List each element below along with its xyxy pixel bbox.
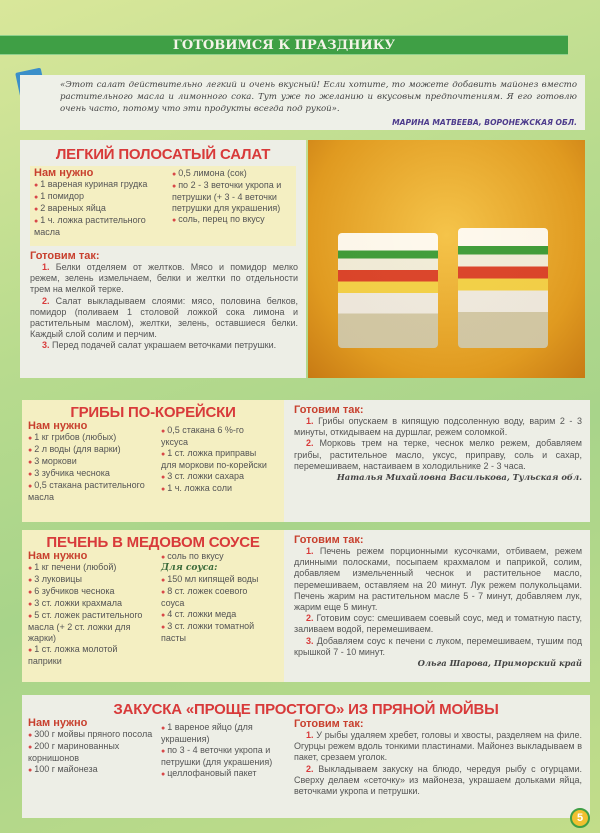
ingredient-item: ● 4 ст. ложки меда [161, 609, 271, 621]
ingredient-item: ● 3 ст. ложки крахмала [28, 598, 153, 610]
ingredient-item: ● 100 г майонеза [28, 764, 153, 776]
ingredient-item: ● по 2 - 3 веточки укропа и петрушки (+ 3 - 4 веточки петрушки для украшения) [172, 180, 292, 214]
ingredient-item: ● 3 ст. ложки томатной пасты [161, 621, 271, 644]
ingredient-item: ● соль, перец по вкусу [172, 214, 292, 226]
ingredient-item: ● целлофановый пакет [161, 768, 276, 780]
ingredient-item: ● 0,5 стакана растительного масла [28, 480, 153, 503]
step-number: 3. [42, 340, 53, 351]
step-number: 2. [306, 613, 317, 624]
step [294, 546, 582, 613]
ingredient-item: ● 5 ст. ложек растительного масла (+ 2 ст. ложки для жарки) [28, 610, 153, 644]
step-text: У рыбы удаляем хребет, головы и хвосты, разделяем на филе. Огурцы режем вдоль тонкими пластинами. Майонез выкладываем в пакет, срезаем уголок. [294, 730, 582, 763]
step [294, 416, 582, 438]
step-number: 3. [306, 635, 317, 646]
ingredient-item: ● по 3 - 4 веточки укропа и петрушки (для украшения) [161, 745, 276, 768]
ingredients [30, 166, 296, 246]
ingredients-heading: Нам нужно [28, 717, 88, 729]
recipe-author: Наталья Михайловна Василькова, Тульская обл. [336, 472, 582, 483]
step [294, 764, 582, 798]
step-text: Добавляем соус к печени с луком, перемешиваем, тушим под крышкой 7 - 10 минут. [294, 635, 582, 657]
step-number: 2. [306, 763, 319, 774]
step-text: Перед подачей салат украшаем веточками петрушки. [52, 340, 277, 351]
sauce-subheading: Для соуса: [161, 563, 218, 573]
page-number: 5 [570, 808, 590, 828]
recipe-korean-mushrooms [22, 400, 590, 522]
steps-heading: Готовим так: [294, 404, 364, 416]
ingredient-item: ● 1 ст. ложка молотой паприки [28, 644, 153, 667]
step-text: Морковь трем на терке, чеснок мелко режем, добавляем грибы, растительное масло, уксус, приправу, соль и сахар, перемешиваем, настаиваем в холодильнике 2 - 3 часа. [294, 438, 582, 471]
step-number: 1. [306, 416, 319, 426]
ingredient-item: ● 1 кг грибов (любых) [28, 432, 153, 444]
ingredient-item: ● 1 ст. ложка приправы для моркови по-корейски [161, 448, 271, 471]
step [30, 296, 298, 341]
ingredient-item: ● 3 ст. ложки сахара [161, 471, 271, 483]
step-text: Белки отделяем от желтков. Мясо и помидор мелко режем, зелень измельчаем, белки и желтки по отдельности трем на мелкой терке. [30, 262, 298, 295]
recipe-title: ЗАКУСКА «ПРОЩЕ ПРОСТОГО» ИЗ ПРЯНОЙ МОЙВЫ [113, 701, 499, 718]
step [30, 340, 298, 351]
ingredient-item: ● 1 помидор [34, 191, 164, 203]
ingredient-item: ● 300 г мойвы пряного посола [28, 729, 153, 741]
step-number: 1. [306, 730, 317, 740]
step [294, 730, 582, 764]
step-text: Печень режем порционными кусочками, отбиваем, режем длинными полосками, посыпаем крахмалом и паприкой, солим, добавляем измельченный чеснок и растительное масло, перемешиваем, оставляем на 20 минут. Лук режем полукольцами. Печень жарим на растительном масле 5 - 7 минут, добавляем лук, жарим еще 5 минут. [294, 546, 583, 613]
step-number: 1. [42, 262, 56, 272]
ingredient-item: ● 200 г маринованных корнишонов [28, 741, 153, 764]
ingredient-item: ● 1 вареное яйцо (для украшения) [161, 722, 276, 745]
steps-heading: Готовим так: [294, 718, 364, 730]
recipe-author: Ольга Шарова, Приморский край [417, 658, 582, 669]
step [294, 636, 582, 658]
step-number: 1. [306, 546, 320, 556]
ingredients-heading: Нам нужно [34, 167, 94, 179]
section-header: ГОТОВИМСЯ К ПРАЗДНИКУ [0, 35, 568, 55]
ingredient-item: ● 1 кг печени (любой) [28, 562, 153, 574]
ingredient-item: ● 2 вареных яйца [34, 203, 164, 215]
reader-quote [20, 75, 585, 130]
ingredient-item: ● соль по вкусу [161, 551, 271, 563]
steps-heading: Готовим так: [294, 534, 364, 546]
ingredient-item: ● 1 ч. ложка соли [161, 483, 271, 495]
step [294, 438, 582, 472]
step [30, 262, 298, 296]
ingredient-item: ● 8 ст. ложек соевого соуса [161, 586, 271, 609]
step-text: Выкладываем закуску на блюдо, чередуя рыбу с огурцами. Сверху делаем «сеточку» из майонеза, украшаем дольками яйца, веточками укропа и петрушки. [294, 763, 582, 797]
salad-photo [308, 140, 585, 378]
ingredient-item: ● 0,5 стакана 6 %-го уксуса [161, 425, 271, 448]
quote-author: МАРИНА МАТВЕЕВА, ВОРОНЕЖСКАЯ ОБЛ. [392, 118, 577, 127]
recipe-liver-honey-sauce [22, 530, 590, 682]
step-text: Грибы опускаем в кипящую подсоленную воду, варим 2 - 3 минуты, откидываем на дуршлаг, режем соломкой. [294, 416, 582, 438]
ingredient-item: ● 6 зубчиков чеснока [28, 586, 153, 598]
ingredient-item: ● 3 зубчика чеснока [28, 468, 153, 480]
recipe-title: ЛЕГКИЙ ПОЛОСАТЫЙ САЛАТ [55, 146, 271, 163]
recipe-capelin-snack [22, 695, 590, 818]
ingredients-heading: Нам нужно [28, 420, 88, 432]
ingredient-item: ● 3 луковицы [28, 574, 153, 586]
recipe-title: ГРИБЫ ПО-КОРЕЙСКИ [70, 404, 236, 421]
quote-text: «Этот салат действительно легкий и очень вкусный! Если хотите, то можете добавить майонез вместо растительного масла и лимонного сока. Тут уже по желанию и вкусовым предпочтениям. Я его готовлю очень часто, потому что эти продукты всегда под рукой». [60, 80, 577, 114]
ingredient-item: ● 0,5 лимона (сок) [172, 168, 292, 180]
ingredient-item: ● 1 ч. ложка растительного масла [34, 215, 164, 238]
recipe-title: ПЕЧЕНЬ В МЕДОВОМ СОУСЕ [46, 534, 260, 551]
steps-heading: Готовим так: [30, 250, 100, 262]
ingredients-heading: Нам нужно [28, 550, 88, 562]
ingredient-item: ● 1 вареная куриная грудка [34, 179, 164, 191]
step-number: 2. [42, 295, 56, 306]
ingredient-item: ● 3 моркови [28, 456, 153, 468]
recipe-striped-salad [20, 140, 306, 378]
step-text: Салат выкладываем слоями: мясо, половина белков, помидор (поливаем 1 столовой ложкой сока лимона и растительным маслом), желтки, зелень, оставшиеся белки. Каждый слой солим и перчим. [30, 295, 298, 340]
step [294, 613, 582, 635]
ingredient-item: ● 2 л воды (для варки) [28, 444, 153, 456]
step-text: Готовим соус: смешиваем соевый соус, мед и томатную пасту, заливаем водой, перемешиваем. [294, 613, 582, 635]
step-number: 2. [306, 438, 320, 449]
ingredient-item: ● 150 мл кипящей воды [161, 574, 271, 586]
